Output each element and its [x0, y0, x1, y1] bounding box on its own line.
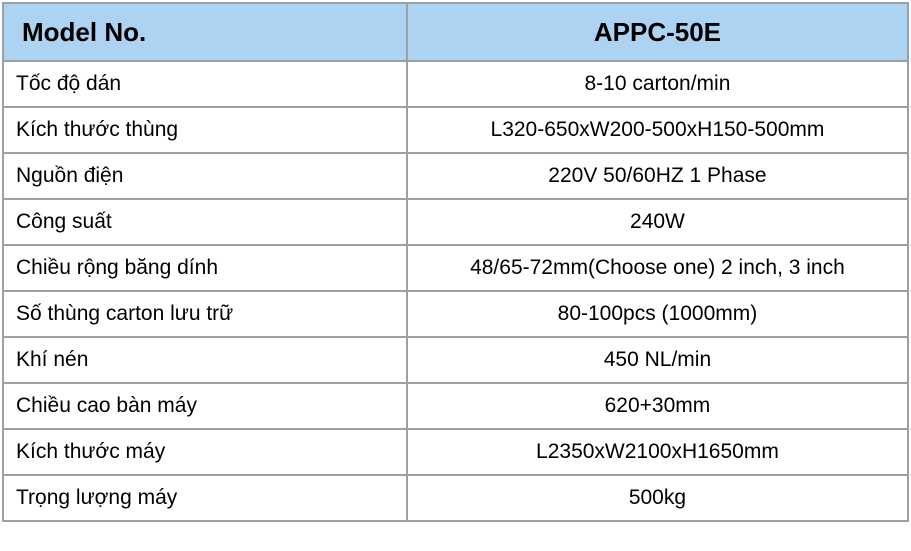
table-row [3, 153, 908, 199]
table-body [3, 3, 908, 521]
spec-value-cell: L320-650xW200-500xH150-500mm [407, 107, 908, 153]
spec-value-cell: 500kg [407, 475, 908, 521]
spec-label-cell: Chiều cao bàn máy [3, 383, 407, 429]
spec-label-cell: Tốc độ dán [3, 61, 407, 107]
spec-value-cell: 450 NL/min [407, 337, 908, 383]
spec-label-cell: Khí nén [3, 337, 407, 383]
specification-table [2, 2, 909, 522]
spec-value-cell: 620+30mm [407, 383, 908, 429]
spec-value-cell: 48/65-72mm(Choose one) 2 inch, 3 inch [407, 245, 908, 291]
table-row [3, 245, 908, 291]
table-header-row [3, 3, 908, 61]
spec-label-cell: Công suất [3, 199, 407, 245]
table-row [3, 199, 908, 245]
spec-value-cell: 240W [407, 199, 908, 245]
spec-label-cell: Kích thước máy [3, 429, 407, 475]
spec-label-cell: Chiều rộng băng dính [3, 245, 407, 291]
spec-label-cell: Số thùng carton lưu trữ [3, 291, 407, 337]
table-row [3, 383, 908, 429]
spec-value-cell: L2350xW2100xH1650mm [407, 429, 908, 475]
table-row [3, 291, 908, 337]
spec-label-cell: Nguồn điện [3, 153, 407, 199]
spec-label-cell: Trọng lượng máy [3, 475, 407, 521]
spec-label-cell: Kích thước thùng [3, 107, 407, 153]
table-row [3, 61, 908, 107]
header-value-cell: APPC-50E [407, 3, 908, 61]
table-row [3, 107, 908, 153]
spec-value-cell: 220V 50/60HZ 1 Phase [407, 153, 908, 199]
table-row [3, 337, 908, 383]
header-label-cell: Model No. [3, 3, 407, 61]
table-row [3, 475, 908, 521]
spec-value-cell: 8-10 carton/min [407, 61, 908, 107]
table-row [3, 429, 908, 475]
spec-value-cell: 80-100pcs (1000mm) [407, 291, 908, 337]
